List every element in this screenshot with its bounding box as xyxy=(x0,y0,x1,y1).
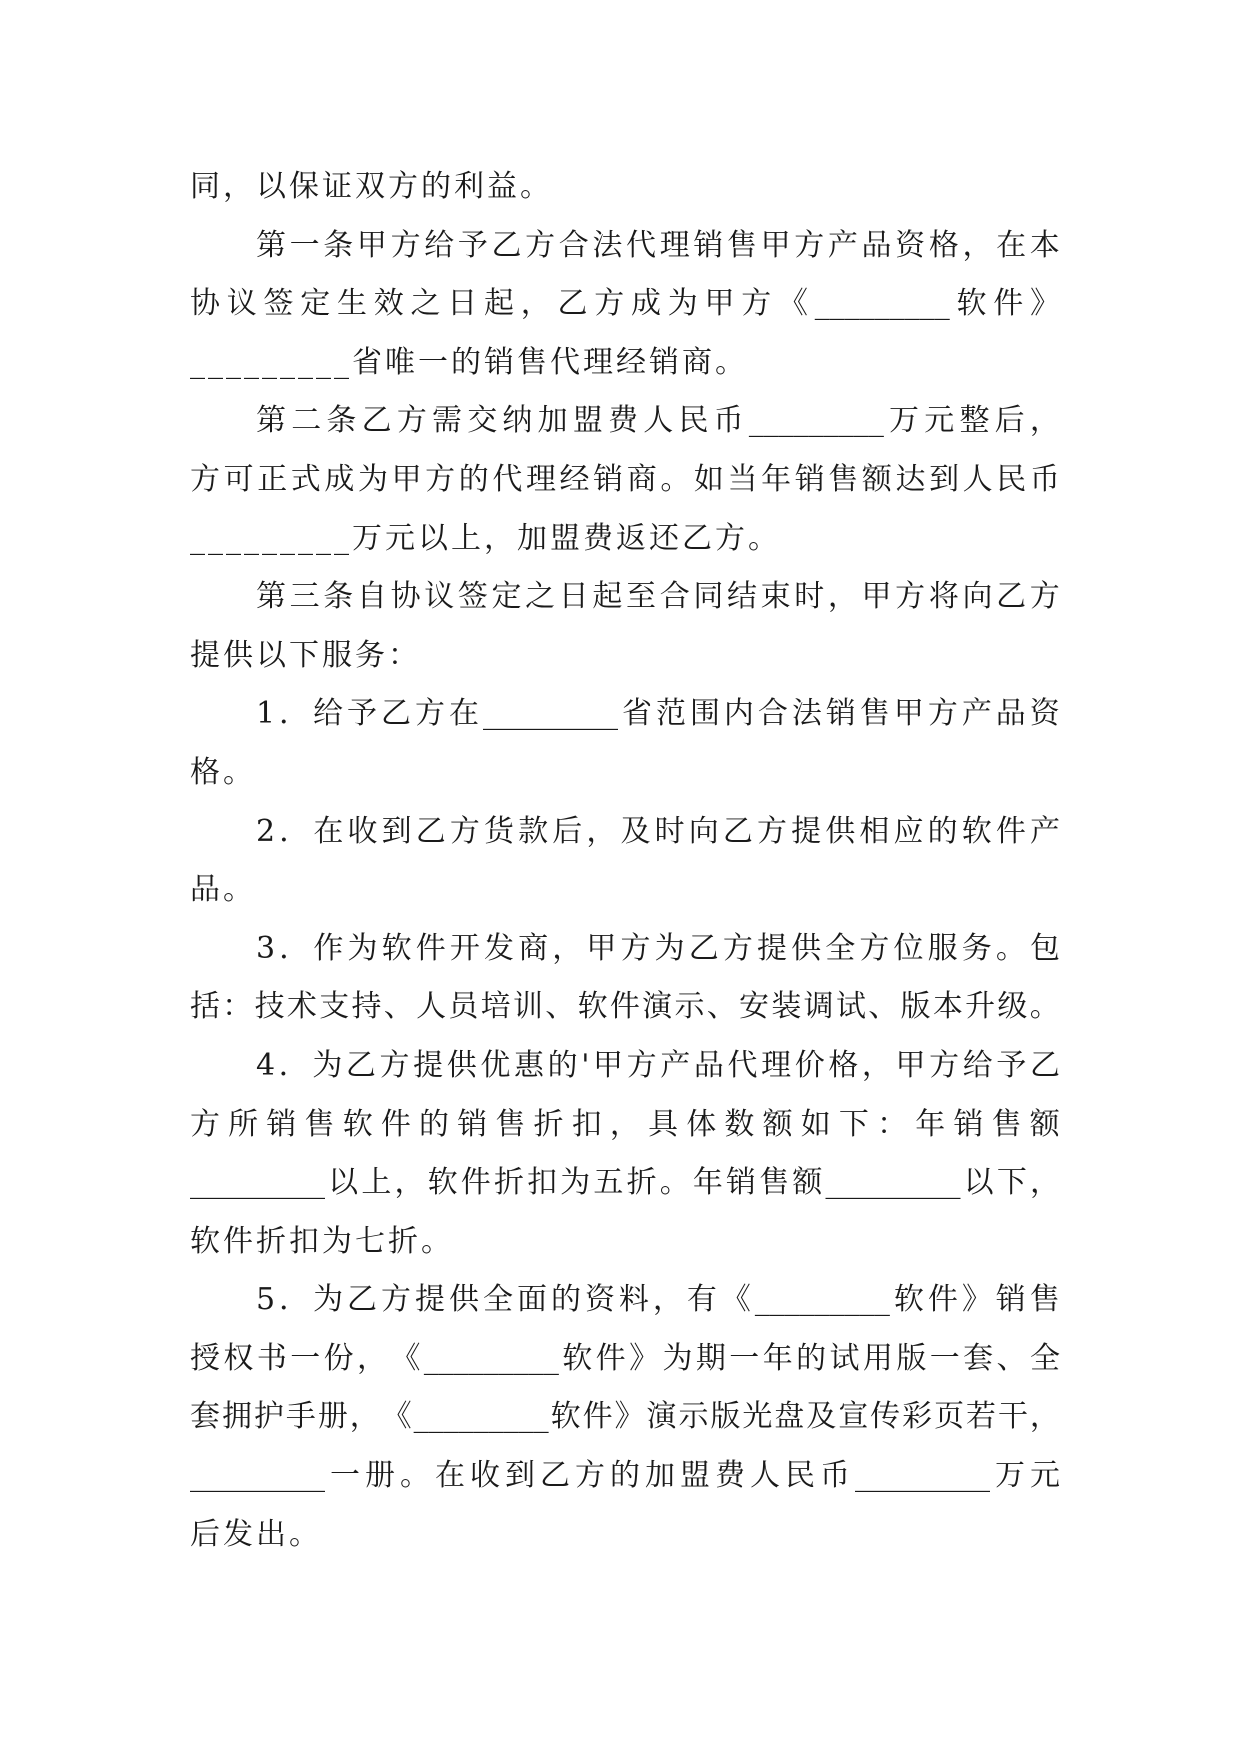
text-line: 2 ． 在 收 到 乙 方 货 款 后 ， 及 时 向 乙 方 提 供 相 应 的 软 件 产 xyxy=(256,813,1060,849)
text-line: 软件折扣为七折。 xyxy=(190,1223,454,1259)
contract-body xyxy=(190,158,1060,1564)
text-line: 协 议 签 定 生 效 之 日 起 ， 乙 方 成 为 甲 方 《 _________ 软 件 》 xyxy=(190,286,1060,322)
text-line: 第 一 条 甲 方 给 予 乙 方 合 法 代 理 销 售 甲 方 产 品 资 格 ， 在 本 xyxy=(256,227,1060,263)
text-line: 第 三 条 自 协 议 签 定 之 日 起 至 合 同 结 束 时 ， 甲 方 将 向 乙 方 xyxy=(256,579,1060,615)
text-line: 套 拥 护 手 册 ， 《 _________ 软 件 》 演 示 版 光 盘 及 宣 传 彩 页 若 干 ， xyxy=(190,1399,1060,1435)
text-line: _________万元以上，加盟费返还乙方。 xyxy=(190,520,781,556)
text-line: 同，以保证双方的利益。 xyxy=(190,169,553,204)
text-line: 第 二 条 乙 方 需 交 纳 加 盟 费 人 民 币 _________ 万 元 整 后 ， xyxy=(256,403,1060,439)
text-line: 格。 xyxy=(190,754,256,790)
text-line: 后发出。 xyxy=(190,1516,322,1552)
text-line: 提供以下服务： xyxy=(190,637,421,673)
text-line: 方 可 正 式 成 为 甲 方 的 代 理 经 销 商 。 如 当 年 销 售 额 达 到 人 民 币 xyxy=(190,461,1060,497)
text-line: _________ 一 册 。 在 收 到 乙 方 的 加 盟 费 人 民 币 _________ 万 元 xyxy=(190,1458,1060,1494)
text-line: 4 ． 为 乙 方 提 供 优 惠 的 ' 甲 方 产 品 代 理 价 格 ， 甲 方 给 予 乙 xyxy=(256,1047,1060,1083)
text-line: 授 权 书 一 份 ， 《 _________ 软 件 》 为 期 一 年 的 试 用 版 一 套 、 全 xyxy=(190,1340,1060,1376)
text-line: 1 ． 给 予 乙 方 在 _________ 省 范 围 内 合 法 销 售 甲 方 产 品 资 xyxy=(256,696,1060,732)
text-line: 品。 xyxy=(190,872,256,908)
text-line: 方 所 销 售 软 件 的 销 售 折 扣 ， 具 体 数 额 如 下 ： 年 销 售 额 xyxy=(190,1106,1060,1142)
text-line: _________ 以 上 ， 软 件 折 扣 为 五 折 。 年 销 售 额 _________ 以 下 ， xyxy=(190,1165,1060,1201)
text-line: _________省唯一的销售代理经销商。 xyxy=(190,344,748,380)
text-line: 3 ． 作 为 软 件 开 发 商 ， 甲 方 为 乙 方 提 供 全 方 位 服 务 。 包 xyxy=(256,930,1060,966)
text-line: 5 ． 为 乙 方 提 供 全 面 的 资 料 ， 有 《 _________ 软 件 》 销 售 xyxy=(256,1282,1060,1318)
text-line: 括 ： 技 术 支 持 、 人 员 培 训 、 软 件 演 示 、 安 装 调 试 、 版 本 升 级 。 xyxy=(190,989,1060,1025)
